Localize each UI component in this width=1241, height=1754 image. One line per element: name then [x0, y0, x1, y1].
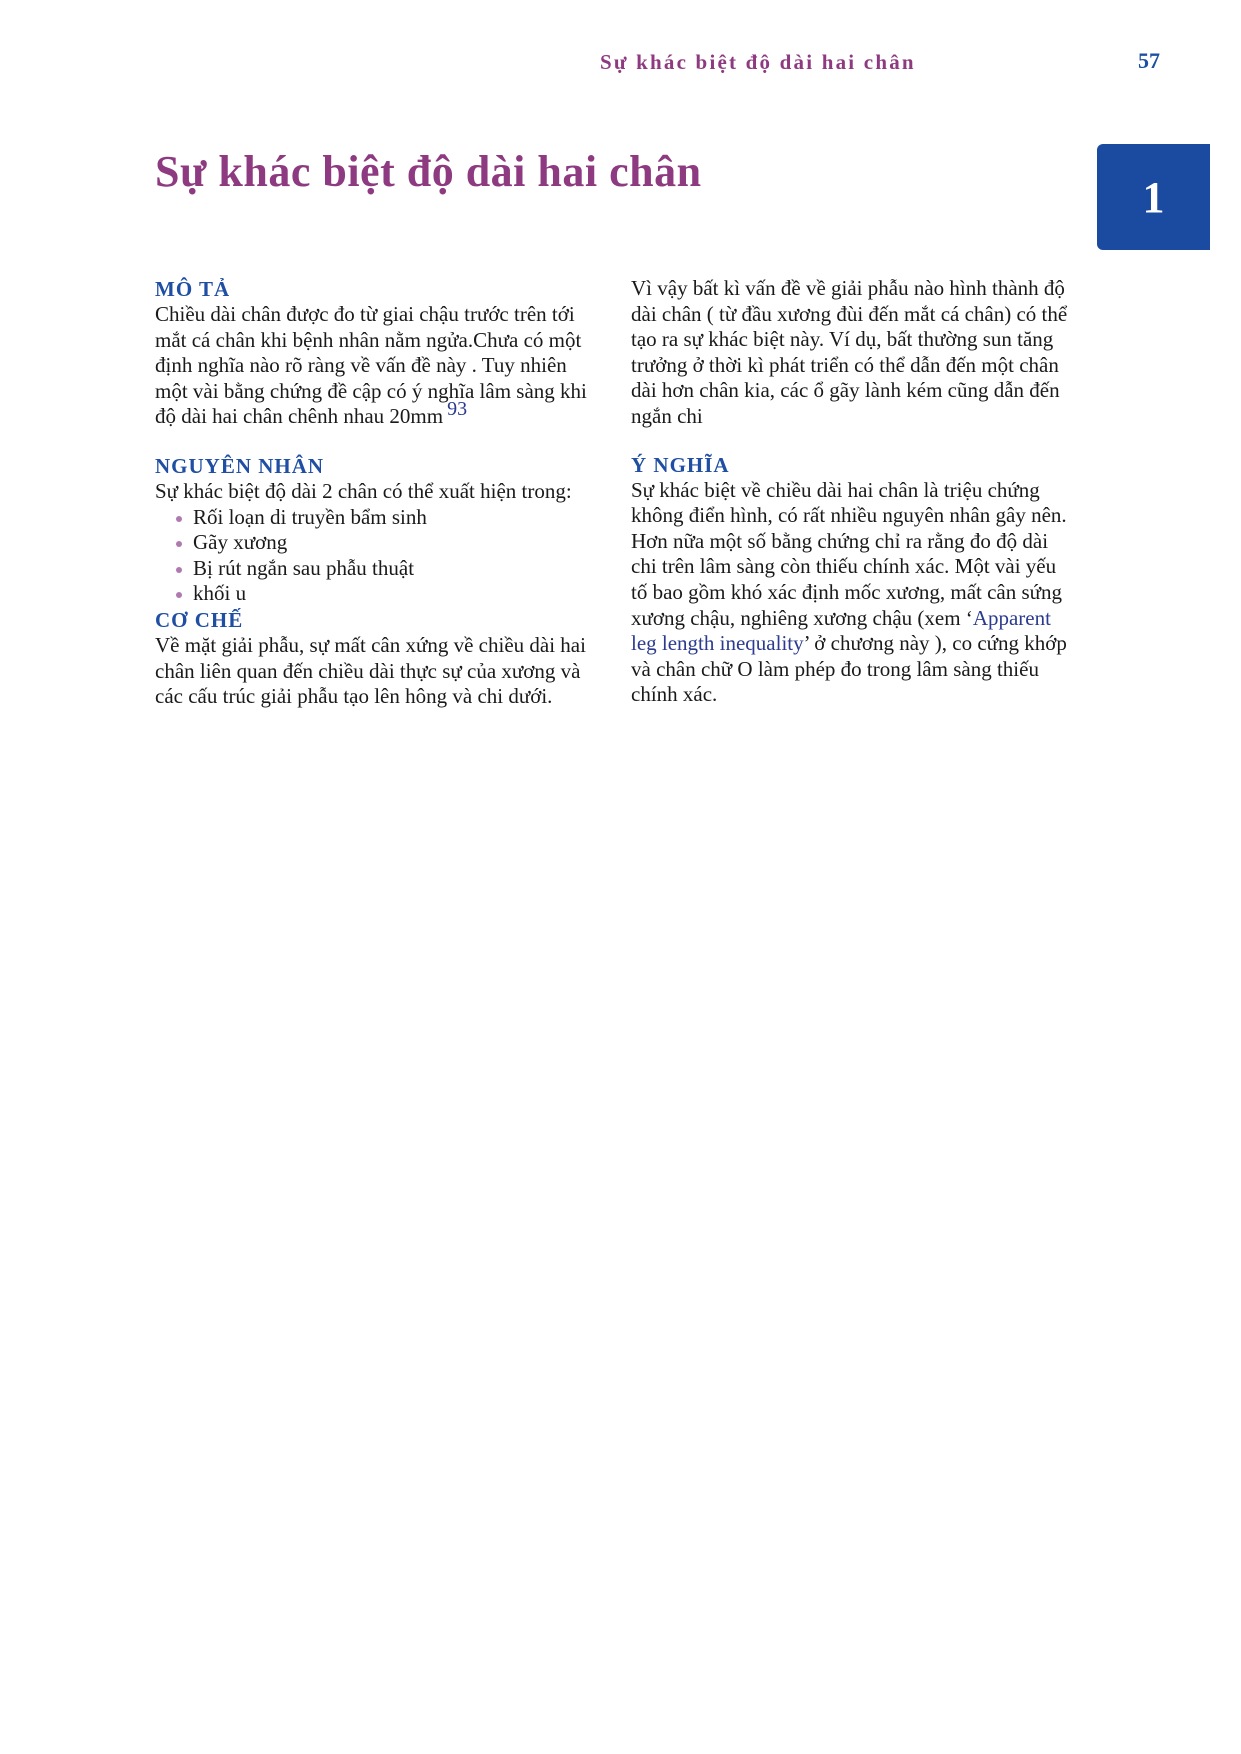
significance-text: Sự khác biệt về chiều dài hai chân là triệu chứng không điển hình, có rất nhiều nguyên nhân gây nên. Hơn nữa một số bằng chứng chỉ ra rằng đo độ dài chi trên lâm sàng còn thiếu chính xác. Một vài yếu tố bao gồm khó xác định mốc xương, mất cân sứng xương chậu, nghiêng xương chậu (xem ‘Apparent leg length inequality’ ở chương này ), co cứng khớp và chân chữ O làm phép đo trong lâm sàng thiếu chính xác. — [631, 477, 1067, 707]
chapter-tab — [1097, 144, 1210, 250]
left-column — [155, 276, 595, 710]
mechanism-continued-text: Vì vậy bất kì vấn đề về giải phẫu nào hình thành độ dài chân ( từ đầu xương đùi đến mắt cá chân) có thể tạo ra sự khác biệt này. Ví dụ, bất thường sun tăng trưởng ở thời kì phát triển có thể dẫn đến một chân dài hơn chân kia, các ổ gãy lành kém cũng dẫn đến ngắn chi — [631, 276, 1068, 428]
reference-marker[interactable]: 93 — [447, 398, 468, 421]
section-heading-causes: NGUYÊN NHÂN — [155, 453, 325, 478]
page-title: Sự khác biệt độ dài hai chân — [155, 147, 702, 196]
cross-reference-link[interactable]: Apparent leg length inequality — [631, 605, 1051, 656]
mechanism-text: Về mặt giải phẫu, sự mất cân xứng về chiều dài hai chân liên quan đến chiều dài thực sự của xương và các cấu trúc giải phẫu tạo lên hông và chi dưới. — [155, 632, 586, 709]
causes-intro: Sự khác biệt độ dài 2 chân có thể xuất hiện trong: — [155, 478, 572, 503]
list-item: Gãy xương — [175, 530, 595, 556]
description-text: Chiều dài chân được đo từ giai chậu trước trên tới mắt cá chân khi bệnh nhân nằm ngửa.Chưa có một định nghĩa nào rõ ràng về vấn đề này . Tuy nhiên một vài bằng chứng đề cập có ý nghĩa lâm sàng khi độ dài hai chân chênh nhau 20mm 93 — [155, 302, 587, 429]
list-item: Bị rút ngắn sau phẫu thuật — [175, 556, 595, 582]
list-item: Rối loạn di truyền bẩm sinh — [175, 505, 595, 531]
right-column — [631, 276, 1076, 708]
section-heading-description: MÔ TẢ — [155, 277, 231, 301]
page-number: 57 — [1138, 48, 1160, 73]
causes-list — [155, 505, 595, 607]
chapter-number: 1 — [1142, 172, 1165, 222]
section-heading-mechanism: CƠ CHẾ — [155, 607, 244, 632]
running-header-title: Sự khác biệt độ dài hai chân — [600, 50, 916, 74]
section-heading-significance: Ý NGHĨA — [631, 452, 730, 477]
list-item: khối u — [175, 581, 595, 607]
